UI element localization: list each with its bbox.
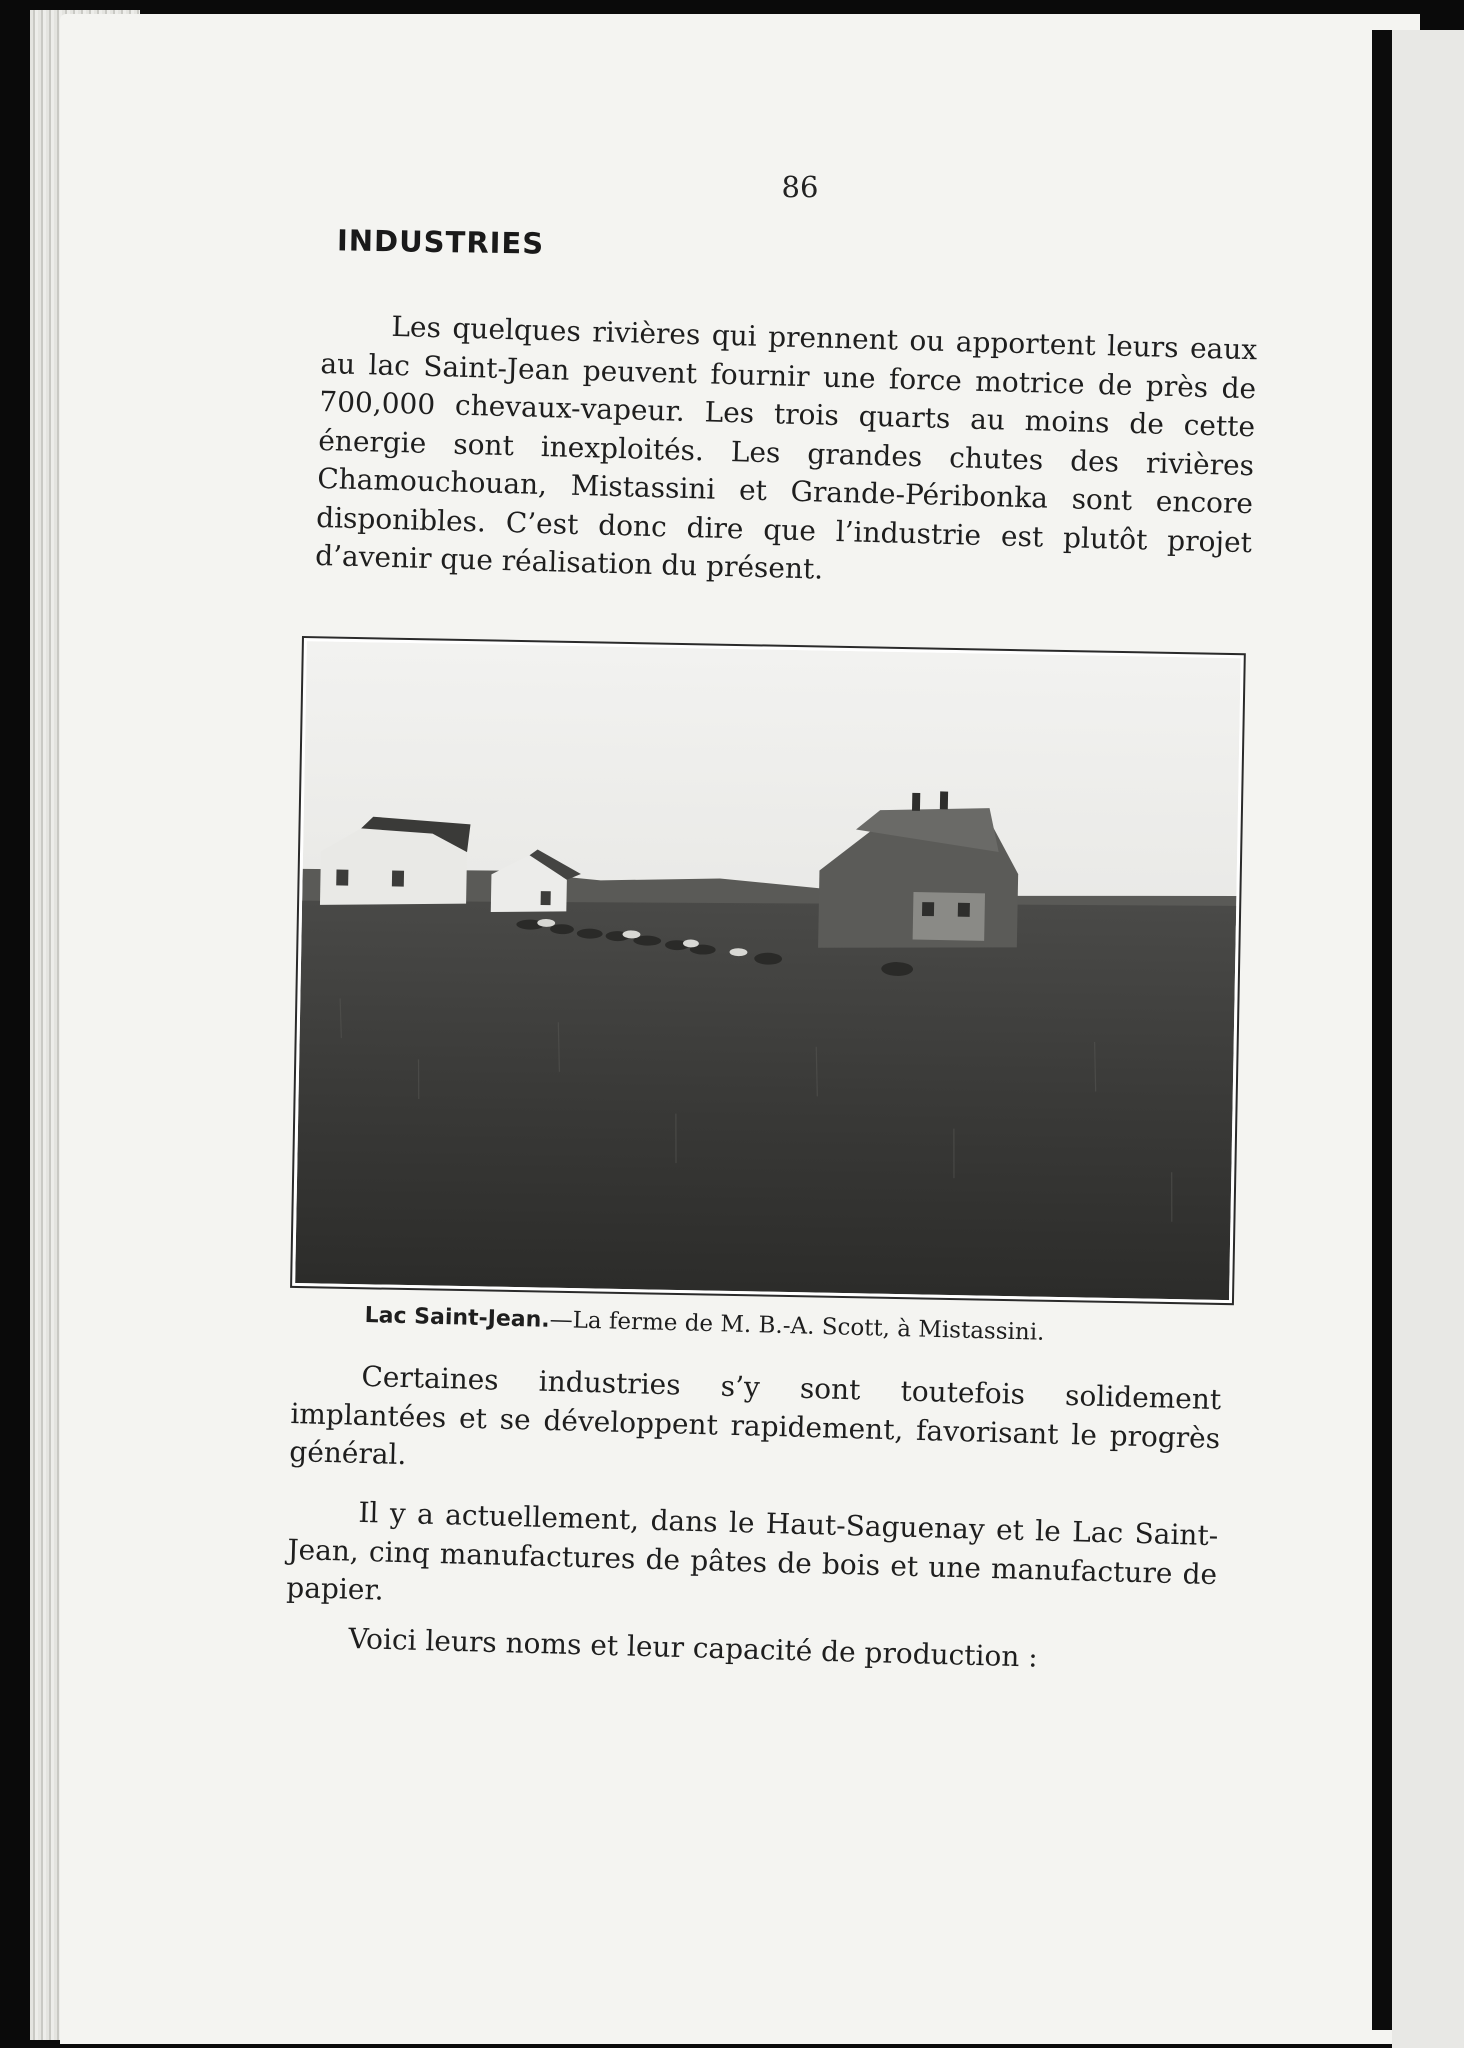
paragraph-intro: Les quelques rivières qui prennent ou apportent leurs eaux au lac Saint-Jean peuvent fournir une force motrice de près de 700,000 chevaux-vapeur. Les trois quarts au moins de cette énergie sont inexploités. Les grandes chutes des rivières Chamouchouan, Mistassini et Grande-Péribonka sont encore disponibles. C’est donc dire que l’industrie est plutôt projet d’avenir que réalisation du présent. xyxy=(314,309,1258,586)
farm-photograph xyxy=(290,636,1246,1305)
page-number: 86 xyxy=(781,170,819,204)
caption-title: Lac Saint-Jean. xyxy=(364,1302,550,1333)
facing-page-edge xyxy=(1392,30,1464,2048)
paragraph-manufactures: Il y a actuellement, dans le Haut-Saguenay et le Lac Saint-Jean, cinq manufactures de pâtes de bois et une manufacture de papier. xyxy=(285,1495,1219,1607)
caption-text: —La ferme de M. B.-A. Scott, à Mistassini. xyxy=(549,1306,1045,1346)
farm-photograph-image xyxy=(295,641,1241,1300)
book-gutter-shadow xyxy=(1372,30,1392,2030)
paragraph-industries: Certaines industries s’y sont toutefois solidement implantées et se développent rapidement, favorisant le progrès général. xyxy=(288,1359,1222,1472)
paragraph-list-intro: Voici leurs noms et leur capacité de production : xyxy=(348,1621,1039,1674)
section-heading: INDUSTRIES xyxy=(336,223,545,261)
